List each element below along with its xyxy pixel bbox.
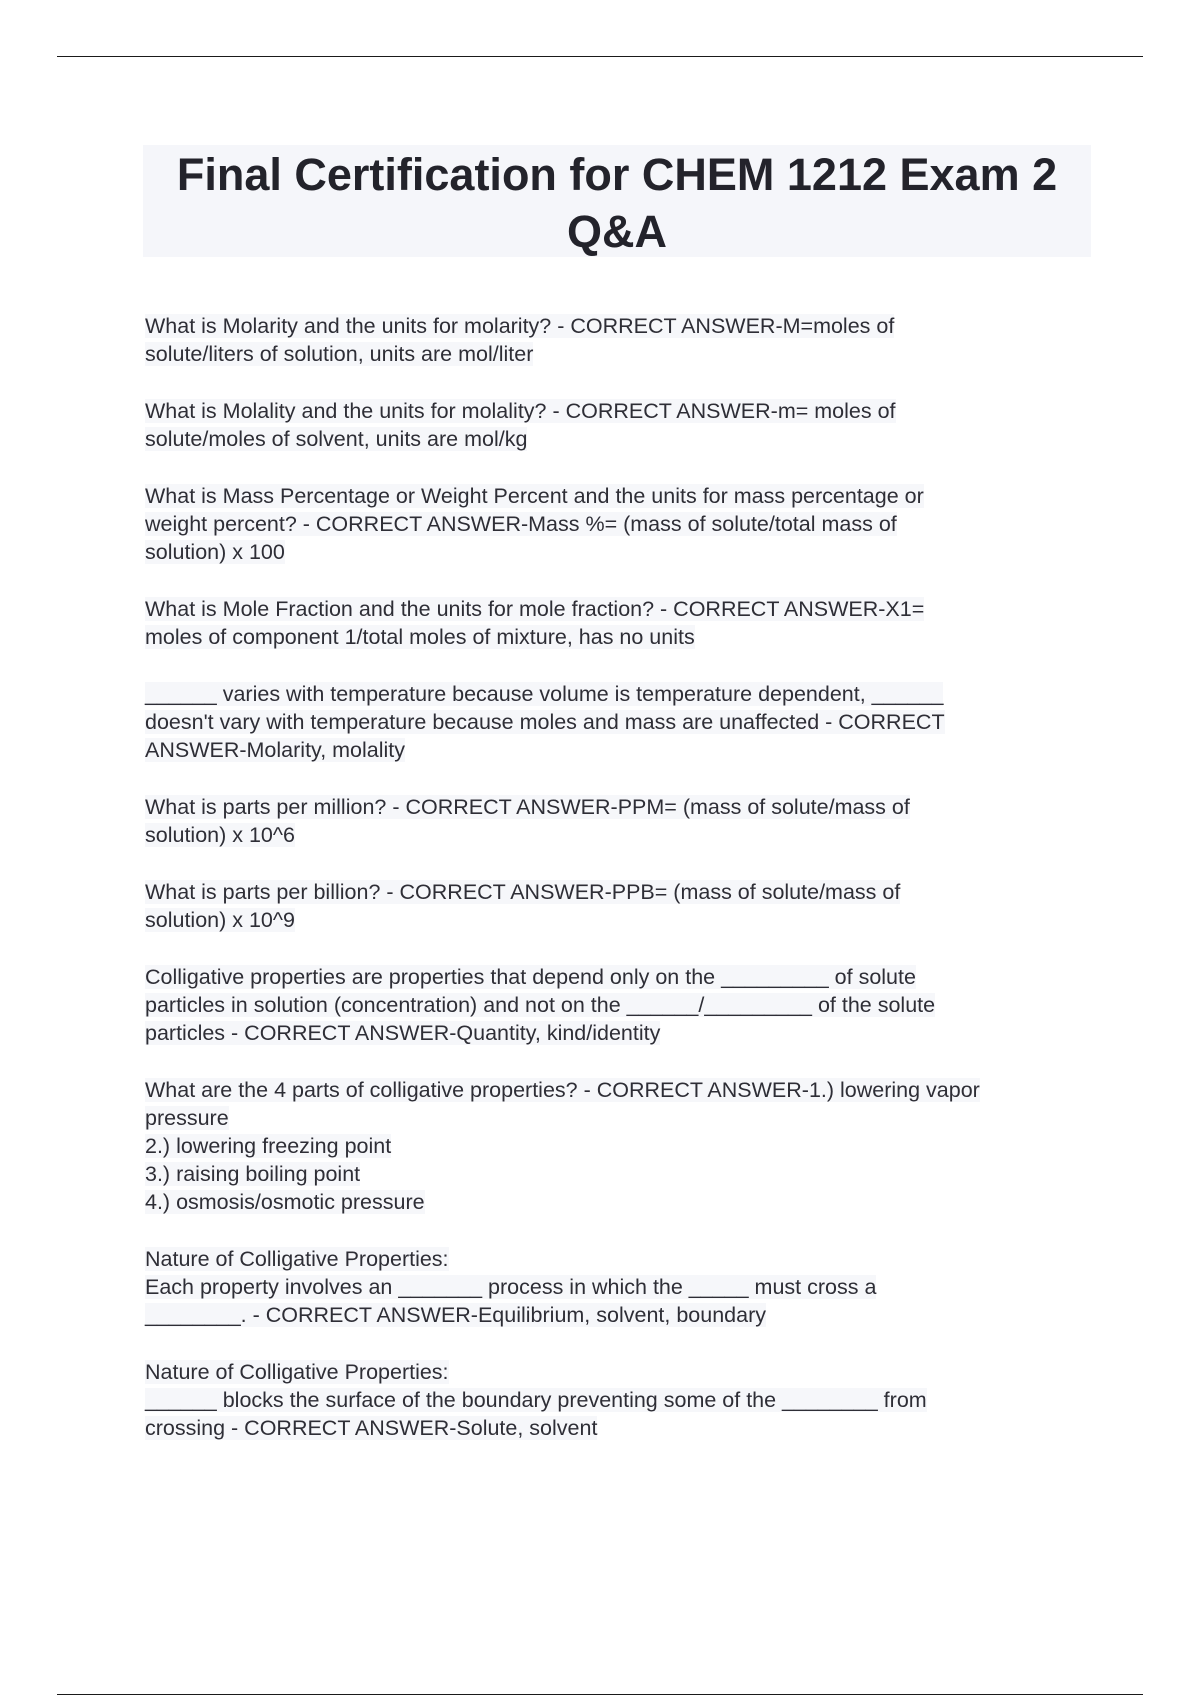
qa-item <box>145 680 1095 764</box>
title-banner <box>143 145 1091 257</box>
qa-item <box>145 482 1095 566</box>
qa-item <box>145 1076 1095 1216</box>
qa-text: What is Mass Percentage or Weight Percent and the units for mass percentage or weight percent? - CORRECT ANSWER-Mass %= (mass of solute/total mass of solution) x 100 <box>145 484 924 564</box>
qa-text: What is Molality and the units for molality? - CORRECT ANSWER-m= moles of solute/moles of solvent, units are mol/kg <box>145 399 896 451</box>
qa-text: Nature of Colligative Properties: ______ blocks the surface of the boundary preventing some of the ________ from crossing - CORRECT ANSWER-Solute, solvent <box>145 1360 927 1440</box>
qa-item <box>145 878 1095 934</box>
qa-text: Colligative properties are properties that depend only on the _________ of solute particles in solution (concentration) and not on the ______/_________ of the solute particles - CORRECT ANSWER-Quantity, kind/identity <box>145 965 936 1045</box>
qa-item <box>145 397 1095 453</box>
qa-text: Nature of Colligative Properties: Each property involves an _______ process in which the _____ must cross a ________. - CORRECT ANSWER-Equilibrium, solvent, boundary <box>145 1247 877 1327</box>
qa-text: What is parts per million? - CORRECT ANSWER-PPM= (mass of solute/mass of solution) x 10^6 <box>145 795 910 847</box>
qa-item <box>145 963 1095 1047</box>
qa-item <box>145 1245 1095 1329</box>
qa-item <box>145 312 1095 368</box>
qa-text: What is parts per billion? - CORRECT ANSWER-PPB= (mass of solute/mass of solution) x 10^9 <box>145 880 901 932</box>
qa-item <box>145 595 1095 651</box>
qa-list <box>145 312 1095 1471</box>
qa-item <box>145 1358 1095 1442</box>
qa-text: What is Molarity and the units for molarity? - CORRECT ANSWER-M=moles of solute/liters of solution, units are mol/liter <box>145 314 895 366</box>
qa-item <box>145 793 1095 849</box>
top-rule <box>57 56 1143 57</box>
bottom-rule <box>57 1694 1143 1695</box>
qa-text: ______ varies with temperature because volume is temperature dependent, ______ doesn't vary with temperature because moles and mass are unaffected - CORRECT ANSWER-Molarity, molality <box>145 682 945 762</box>
document-title: Final Certification for CHEM 1212 Exam 2 Q&A <box>176 149 1058 257</box>
qa-text: What is Mole Fraction and the units for mole fraction? - CORRECT ANSWER-X1= moles of component 1/total moles of mixture, has no units <box>145 597 925 649</box>
qa-text: What are the 4 parts of colligative properties? - CORRECT ANSWER-1.) lowering vapor pressure 2.) lowering freezing point 3.) raising boiling point 4.) osmosis/osmotic pressure <box>145 1078 980 1214</box>
